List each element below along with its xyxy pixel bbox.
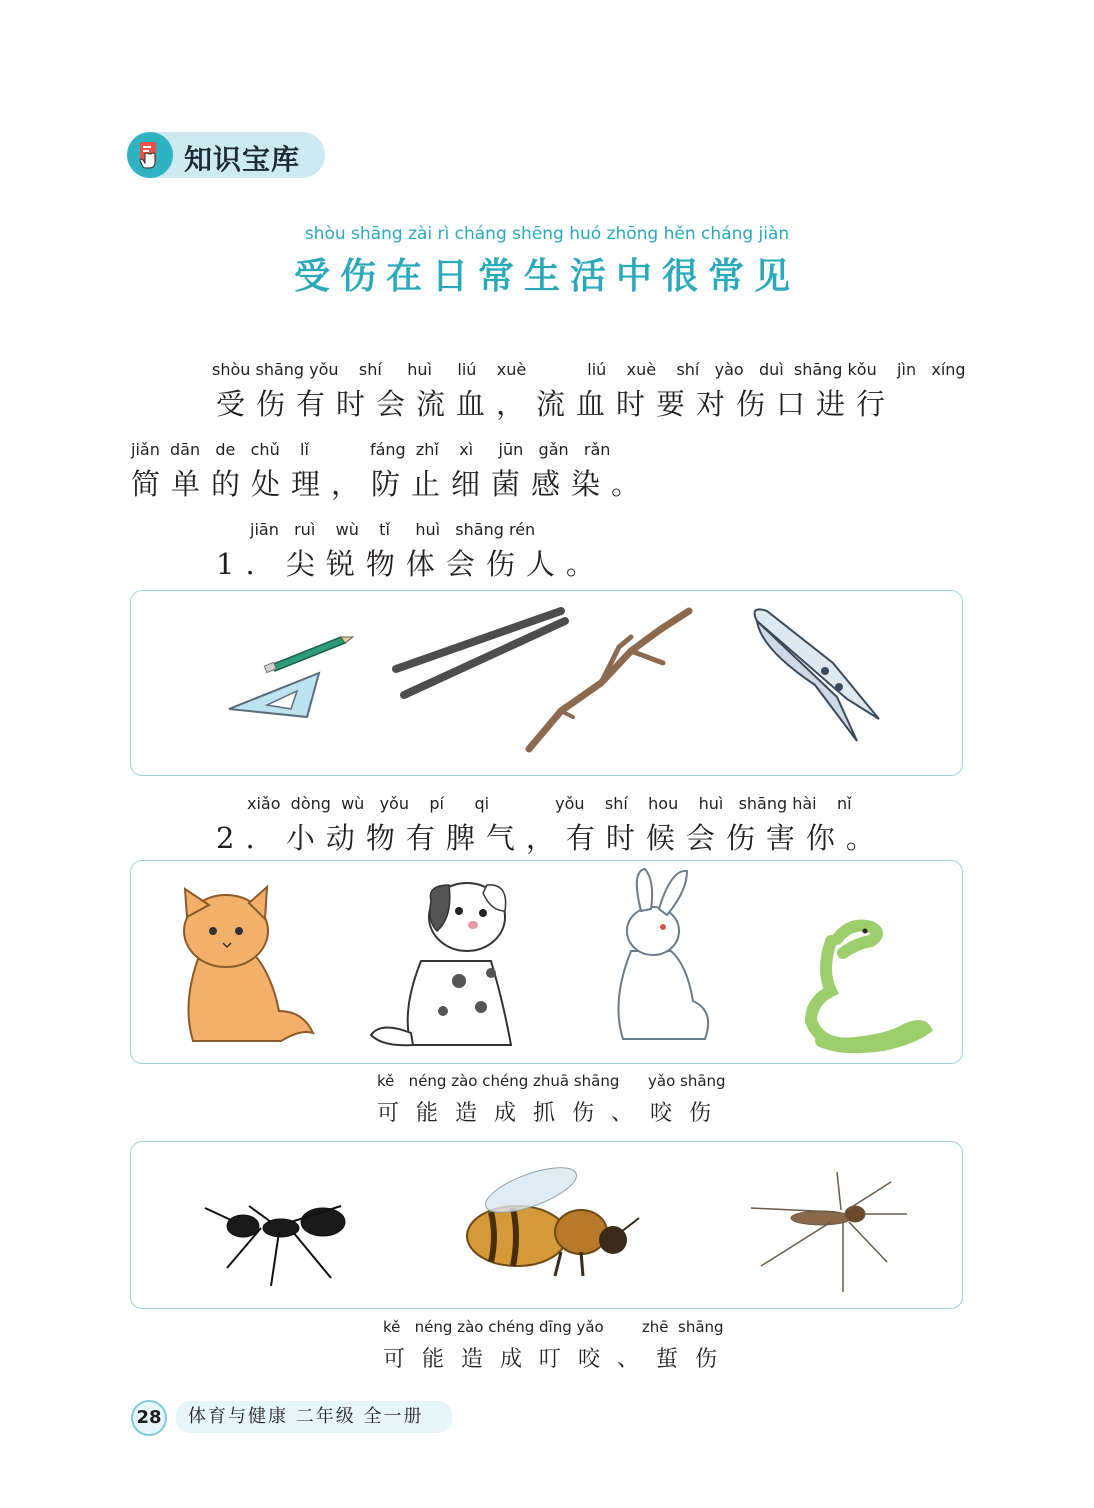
- caption2-pinyin: kě néng zào chéng dīng yǎo zhē shāng: [383, 1318, 724, 1336]
- item2-text: 2. 小动物有脾气，有时候会伤害你。: [216, 821, 886, 855]
- branch-icon: [529, 611, 689, 749]
- section-badge-label: 知识宝库: [184, 143, 301, 176]
- sharp-objects-panel: [130, 590, 963, 776]
- book-pointer-icon: [127, 132, 173, 178]
- item2-pinyin: xiǎo dòng wù yǒu pí qi yǒu shí hou huì shāng hài nǐ: [247, 794, 852, 813]
- triangle-ruler-icon: [229, 673, 319, 717]
- page-number: 28: [131, 1400, 167, 1436]
- pencil-icon: [264, 637, 353, 673]
- insects-panel: [130, 1141, 963, 1309]
- caption1-pinyin: kě néng zào chéng zhuā shāng yǎo shāng: [377, 1072, 726, 1090]
- intro-line2: 简单的处理，防止细菌感染。: [131, 467, 652, 501]
- dog-icon: [371, 883, 511, 1045]
- item1-pinyin: jiān ruì wù tǐ huì shāng rén: [250, 520, 536, 539]
- snake-icon: [811, 926, 925, 1048]
- caption2-text: 可能造成叮咬、蜇伤: [383, 1347, 735, 1372]
- rabbit-icon: [619, 869, 709, 1039]
- item1-text: 1. 尖锐物体会伤人。: [216, 547, 606, 581]
- page-title: 受伤在日常生活中很常见: [293, 256, 800, 297]
- intro-line1: 受伤有时会流血，流血时要对伤口进行: [216, 387, 897, 421]
- ant-icon: [205, 1206, 345, 1286]
- chopsticks-icon: [396, 611, 565, 695]
- book-title: 体育与健康 二年级 全一册: [176, 1401, 452, 1433]
- cat-icon: [184, 887, 313, 1041]
- bee-icon: [467, 1159, 639, 1276]
- intro-line1-pinyin: shòu shāng yǒu shí huì liú xuè liú xuè shí yào duì shāng kǒu jìn xíng: [212, 360, 966, 379]
- caption1-text: 可能造成抓伤、咬伤: [377, 1101, 729, 1126]
- title-pinyin: shòu shāng zài rì cháng shēng huó zhōng hěn cháng jiàn: [304, 224, 790, 244]
- scissors-icon: [755, 609, 879, 741]
- intro-line2-pinyin: jiǎn dān de chǔ lǐ fáng zhǐ xì jūn gǎn rǎn: [131, 440, 611, 459]
- animals-panel: [130, 860, 963, 1064]
- mosquito-icon: [751, 1172, 907, 1292]
